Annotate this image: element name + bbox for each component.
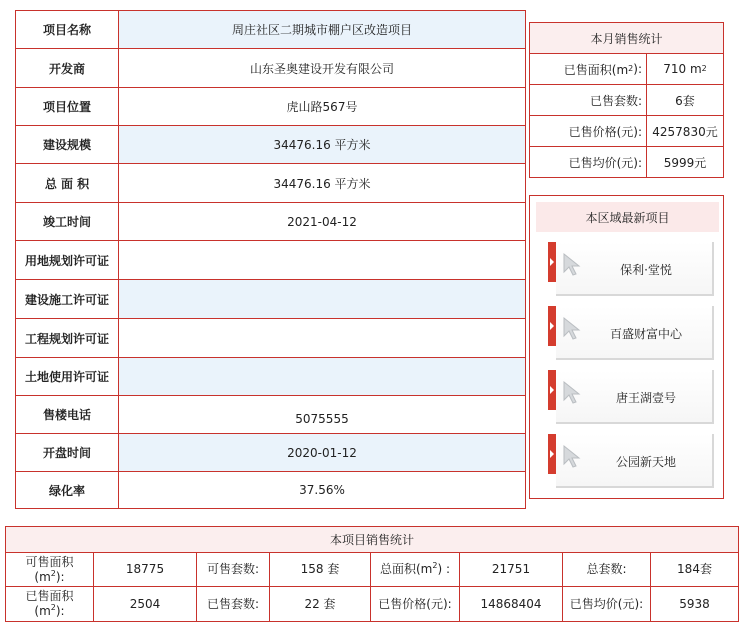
info-value: 37.56%: [299, 483, 345, 497]
month-units-row: [530, 85, 723, 116]
arrow-marker-icon: [548, 306, 556, 346]
info-row-engineering-permit: [16, 319, 525, 358]
month-area-row: [530, 54, 723, 85]
info-label: 竣工时间: [16, 203, 119, 240]
info-value: 周庄社区二期城市棚户区改造项目: [119, 11, 525, 48]
info-row-sales-phone: [16, 396, 525, 434]
info-value: 山东圣奥建设开发有限公司: [249, 61, 394, 76]
month-price-label: 已售价格(元):: [530, 116, 647, 146]
info-value: [119, 280, 525, 318]
region-project-name[interactable]: 唐王湖壹号: [615, 390, 676, 405]
project-card[interactable]: [556, 370, 714, 424]
info-label: 项目位置: [16, 88, 119, 125]
region-project-link[interactable]: [548, 242, 716, 298]
info-value: [119, 319, 525, 357]
info-label: 总 面 积: [16, 164, 119, 202]
info-row-location: [16, 88, 525, 126]
info-row-completion: [16, 203, 525, 241]
arrow-marker-icon: [548, 370, 556, 410]
month-price-value: 4257830元: [652, 124, 718, 139]
sold-price-label: 已售价格(元):: [371, 587, 460, 621]
info-label: 土地使用许可证: [16, 358, 119, 395]
project-info-table: [15, 10, 526, 509]
info-value: [119, 241, 525, 279]
month-avg-value: 5999元: [663, 155, 707, 170]
total-area-value: 21751: [460, 553, 563, 586]
info-label: 建设施工许可证: [16, 280, 119, 318]
info-label: 绿化率: [16, 472, 119, 508]
region-project-name[interactable]: 公园新天地: [615, 454, 676, 469]
arrow-marker-icon: [548, 242, 556, 282]
project-card[interactable]: [556, 434, 714, 488]
info-value: [119, 358, 525, 395]
region-project-link[interactable]: [548, 434, 716, 490]
info-value: 34476.16 平方米: [119, 126, 525, 163]
info-value: 34476.16 平方米: [273, 176, 371, 191]
month-price-row: [530, 116, 723, 147]
available-area-label: 可售面积 $(m^2)$:: [6, 553, 94, 586]
info-row-scale: [16, 126, 525, 164]
month-avg-row: [530, 147, 723, 177]
project-card[interactable]: [556, 306, 714, 360]
month-area-value: 710 m 2: [663, 62, 707, 76]
info-row-land-use-permit: [16, 358, 525, 396]
info-row-total-area: [16, 164, 525, 203]
region-project-name[interactable]: 保利·堂悦: [620, 262, 672, 277]
sold-area-value: 2504: [94, 587, 197, 621]
sold-avg-value: 5938: [679, 596, 710, 611]
region-projects-panel: [529, 195, 724, 499]
project-sales-table: [5, 526, 739, 622]
month-sales-panel: [529, 22, 724, 178]
info-label: 用地规划许可证: [16, 241, 119, 279]
region-projects-title: 本区域最新项目: [536, 202, 719, 232]
project-sales-row-sold: [6, 587, 738, 621]
sold-avg-label: 已售均价(元):: [563, 587, 651, 621]
info-label: 开盘时间: [16, 434, 119, 471]
total-units-label: 总套数:: [563, 553, 651, 586]
project-card[interactable]: [556, 242, 714, 296]
project-sales-title: 本项目销售统计: [6, 527, 738, 553]
info-value: 5075555: [295, 411, 349, 426]
info-label: 开发商: [16, 49, 119, 87]
info-value: 2021-04-12: [287, 214, 357, 229]
month-area-label: 已售面积(m 2 ):: [530, 54, 647, 84]
total-units-value: 184套: [677, 562, 712, 576]
month-units-value: 6套: [675, 93, 695, 108]
arrow-marker-icon: [548, 434, 556, 474]
info-value: 2020-01-12: [119, 434, 525, 471]
available-area-value: 18775: [94, 553, 197, 586]
region-project-name[interactable]: 百盛财富中心: [609, 326, 682, 341]
info-label: 工程规划许可证: [16, 319, 119, 357]
sold-price-value: 14868404: [460, 587, 563, 621]
info-row-developer: [16, 49, 525, 88]
total-area-label: 总面积$(m^2)$ :: [371, 553, 460, 586]
month-sales-title: 本月销售统计: [530, 23, 723, 54]
month-avg-label: 已售均价(元):: [530, 147, 647, 177]
available-units-value: 158 套: [270, 553, 371, 586]
sold-area-label: 已售面积 $(m^2)$:: [6, 587, 94, 621]
sold-units-value: 22 套: [270, 587, 371, 621]
available-units-label: 可售套数:: [197, 553, 270, 586]
info-row-opening: [16, 434, 525, 472]
info-row-land-permit: [16, 241, 525, 280]
info-value: 虎山路567号: [286, 100, 358, 114]
info-row-greening: [16, 472, 525, 508]
info-row-construction-permit: [16, 280, 525, 319]
project-sales-row-available: [6, 553, 738, 587]
sold-units-label: 已售套数:: [197, 587, 270, 621]
info-row-name: [16, 11, 525, 49]
info-label: 售楼电话: [16, 396, 119, 433]
info-label: 项目名称: [16, 11, 119, 48]
region-project-link[interactable]: [548, 370, 716, 426]
region-project-link[interactable]: [548, 306, 716, 362]
month-units-label: 已售套数:: [530, 85, 647, 115]
info-label: 建设规模: [16, 126, 119, 163]
